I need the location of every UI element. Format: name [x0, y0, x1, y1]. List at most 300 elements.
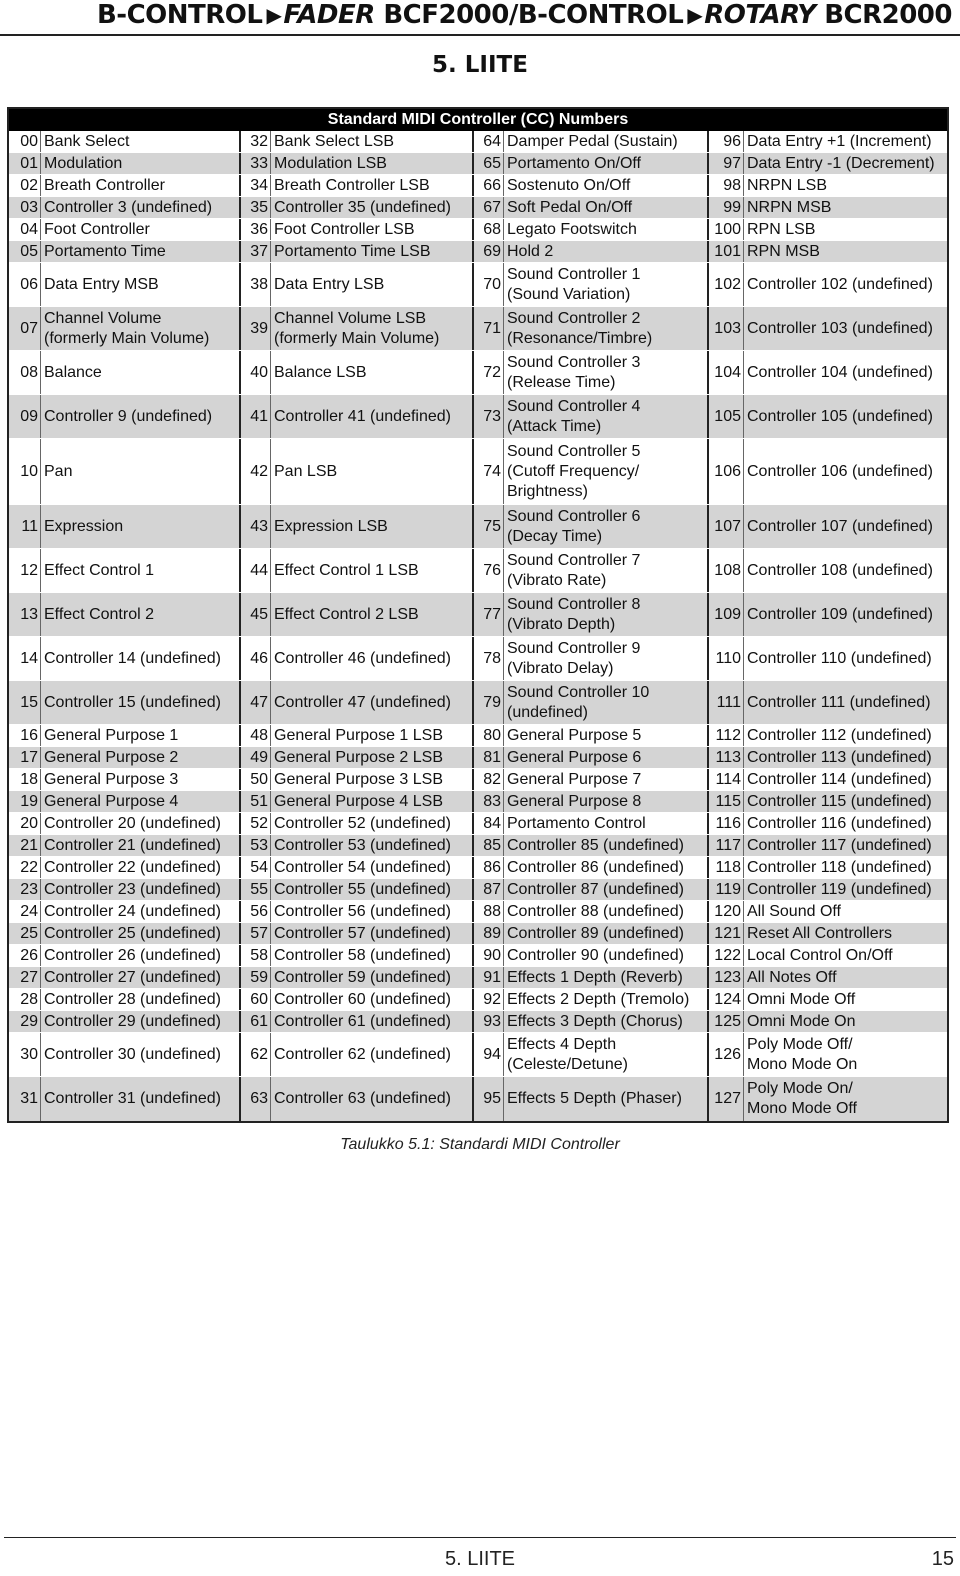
cc-name: Omni Mode Off — [747, 990, 856, 1008]
cc-number: 74 — [474, 439, 504, 504]
page-header — [0, 0, 960, 36]
cc-number: 52 — [241, 813, 271, 834]
cc-number: 72 — [474, 351, 504, 394]
table-row — [9, 967, 947, 989]
cc-number: 81 — [474, 747, 504, 768]
cc-name: Controller 15 (undefined) — [41, 681, 241, 724]
cc-number: 60 — [241, 989, 271, 1010]
cc-number: 101 — [709, 241, 744, 262]
table-row — [9, 439, 947, 505]
cc-name: Portamento Control — [504, 813, 709, 834]
cc-number: 114 — [709, 769, 744, 790]
cc-name: Legato Footswitch — [504, 219, 709, 240]
cc-number: 18 — [9, 769, 41, 790]
cc-number: 27 — [9, 967, 41, 988]
cc-name: Controller 112 (undefined) — [747, 726, 932, 744]
cc-name: Effect Control 2 — [41, 593, 241, 636]
cc-number: 70 — [474, 263, 504, 306]
cc-name: Effect Control 1 — [41, 549, 241, 592]
header-title — [97, 0, 952, 30]
cc-name: Controller 35 (undefined) — [271, 197, 474, 218]
cc-number: 95 — [474, 1077, 504, 1121]
cc-name: Controller 30 (undefined) — [41, 1033, 241, 1076]
cc-name: Soft Pedal On/Off — [504, 197, 709, 218]
cc-number: 99 — [709, 197, 744, 218]
cc-name: Controller 115 (undefined) — [747, 792, 932, 810]
cc-number: 71 — [474, 307, 504, 350]
cc-name: Controller 86 (undefined) — [504, 857, 709, 878]
table-row — [9, 989, 947, 1011]
cc-number: 56 — [241, 901, 271, 922]
cc-number: 62 — [241, 1033, 271, 1076]
cc-name: Sound Controller 6 (Decay Time) — [504, 505, 709, 548]
cc-name: Sound Controller 5 (Cutoff Frequency/ Brightness) — [504, 439, 709, 504]
cc-number: 80 — [474, 725, 504, 746]
cc-number: 83 — [474, 791, 504, 812]
cc-number: 07 — [9, 307, 41, 350]
cc-name: General Purpose 1 — [41, 725, 241, 746]
table-row — [9, 791, 947, 813]
cc-name: Balance LSB — [271, 351, 474, 394]
cc-number: 112 — [709, 725, 744, 746]
section-title: 5. LIITE — [432, 52, 528, 78]
cc-name: Controller 90 (undefined) — [504, 945, 709, 966]
cc-name: Controller 108 (undefined) — [747, 561, 933, 579]
table-row — [9, 1011, 947, 1033]
cc-name: General Purpose 3 LSB — [271, 769, 474, 790]
cc-number: 108 — [709, 549, 744, 592]
cc-name: Effects 2 Depth (Tremolo) — [504, 989, 709, 1010]
cc-number: 105 — [709, 395, 744, 438]
cc-name: Controller 89 (undefined) — [504, 923, 709, 944]
table-row — [9, 901, 947, 923]
cc-name: General Purpose 5 — [504, 725, 709, 746]
cc-name: Channel Volume (formerly Main Volume) — [41, 307, 241, 350]
cc-number: 68 — [474, 219, 504, 240]
cc-number: 41 — [241, 395, 271, 438]
table-row — [9, 813, 947, 835]
cc-number: 47 — [241, 681, 271, 724]
header-part4: ROTARY — [704, 0, 816, 30]
cc-name: Controller 3 (undefined) — [41, 197, 241, 218]
cc-number: 17 — [9, 747, 41, 768]
cc-number: 03 — [9, 197, 41, 218]
cc-name: Controller 26 (undefined) — [41, 945, 241, 966]
cc-number: 23 — [9, 879, 41, 900]
cc-name: Reset All Controllers — [747, 924, 892, 942]
cc-number: 117 — [709, 835, 744, 856]
cc-name: General Purpose 8 — [504, 791, 709, 812]
triangle-right-icon: ▶ — [687, 3, 703, 27]
cc-number: 39 — [241, 307, 271, 350]
cc-number: 109 — [709, 593, 744, 636]
header-part5: BCR2000 — [824, 0, 952, 30]
cc-number: 119 — [709, 879, 744, 900]
cc-name: Sound Controller 8 (Vibrato Depth) — [504, 593, 709, 636]
cc-number: 12 — [9, 549, 41, 592]
cc-name: Effect Control 2 LSB — [271, 593, 474, 636]
cc-number: 33 — [241, 153, 271, 174]
cc-number: 46 — [241, 637, 271, 680]
cc-number: 75 — [474, 505, 504, 548]
cc-name: Bank Select LSB — [271, 131, 474, 152]
cc-number: 59 — [241, 967, 271, 988]
table-row — [9, 879, 947, 901]
cc-name: Controller 22 (undefined) — [41, 857, 241, 878]
cc-name: Controller 31 (undefined) — [41, 1077, 241, 1121]
cc-number: 55 — [241, 879, 271, 900]
cc-number: 48 — [241, 725, 271, 746]
cc-number: 25 — [9, 923, 41, 944]
cc-number: 89 — [474, 923, 504, 944]
cc-number: 54 — [241, 857, 271, 878]
cc-number: 126 — [709, 1033, 744, 1076]
cc-number: 24 — [9, 901, 41, 922]
cc-number: 64 — [474, 131, 504, 152]
cc-name: Breath Controller — [41, 175, 241, 196]
cc-number: 34 — [241, 175, 271, 196]
cc-name: Controller 24 (undefined) — [41, 901, 241, 922]
table-row — [9, 351, 947, 395]
cc-name: RPN LSB — [747, 220, 816, 238]
cc-name: Controller 105 (undefined) — [747, 407, 933, 425]
cc-number: 26 — [9, 945, 41, 966]
cc-number: 88 — [474, 901, 504, 922]
cc-name: Controller 57 (undefined) — [271, 923, 474, 944]
cc-number: 51 — [241, 791, 271, 812]
cc-number: 118 — [709, 857, 744, 878]
cc-name: Hold 2 — [504, 241, 709, 262]
cc-number: 00 — [9, 131, 41, 152]
cc-name: Portamento Time — [41, 241, 241, 262]
cc-name: Data Entry MSB — [41, 263, 241, 306]
cc-name: Controller 9 (undefined) — [41, 395, 241, 438]
cc-number: 123 — [709, 967, 744, 988]
cc-name: RPN MSB — [747, 242, 820, 260]
cc-name: Controller 41 (undefined) — [271, 395, 474, 438]
table-row — [9, 395, 947, 439]
cc-name: Controller 63 (undefined) — [271, 1077, 474, 1121]
cc-number: 85 — [474, 835, 504, 856]
cc-name: Effects 5 Depth (Phaser) — [504, 1077, 709, 1121]
midi-cc-table — [7, 107, 949, 1123]
cc-number: 53 — [241, 835, 271, 856]
cc-number: 31 — [9, 1077, 41, 1121]
cc-number: 04 — [9, 219, 41, 240]
cc-number: 91 — [474, 967, 504, 988]
cc-number: 79 — [474, 681, 504, 724]
cc-number: 102 — [709, 263, 744, 306]
cc-number: 30 — [9, 1033, 41, 1076]
cc-name: Balance — [41, 351, 241, 394]
cc-name: Sound Controller 2 (Resonance/Timbre) — [504, 307, 709, 350]
cc-name: All Sound Off — [747, 902, 841, 920]
cc-name: Pan LSB — [271, 439, 474, 504]
cc-number: 40 — [241, 351, 271, 394]
cc-number: 124 — [709, 989, 744, 1010]
cc-number: 36 — [241, 219, 271, 240]
cc-name: Sound Controller 10 (undefined) — [504, 681, 709, 724]
cc-number: 22 — [9, 857, 41, 878]
cc-name: Controller 107 (undefined) — [747, 517, 933, 535]
cc-number: 32 — [241, 131, 271, 152]
cc-number: 127 — [709, 1077, 744, 1121]
table-row — [9, 307, 947, 351]
cc-name: Controller 14 (undefined) — [41, 637, 241, 680]
cc-number: 20 — [9, 813, 41, 834]
cc-number: 86 — [474, 857, 504, 878]
cc-name: Effects 3 Depth (Chorus) — [504, 1011, 709, 1032]
cc-name: Effects 4 Depth (Celeste/Detune) — [504, 1033, 709, 1076]
cc-name: Controller 28 (undefined) — [41, 989, 241, 1010]
cc-name: General Purpose 6 — [504, 747, 709, 768]
cc-number: 92 — [474, 989, 504, 1010]
cc-name: Controller 119 (undefined) — [747, 880, 932, 898]
cc-number: 15 — [9, 681, 41, 724]
cc-name: Effects 1 Depth (Reverb) — [504, 967, 709, 988]
table-row — [9, 857, 947, 879]
cc-name: Controller 23 (undefined) — [41, 879, 241, 900]
cc-name: Sound Controller 7 (Vibrato Rate) — [504, 549, 709, 592]
cc-name: Poly Mode On/ Mono Mode Off — [747, 1080, 857, 1117]
cc-name: Portamento On/Off — [504, 153, 709, 174]
cc-name: Controller 116 (undefined) — [747, 814, 932, 832]
cc-name: General Purpose 2 LSB — [271, 747, 474, 768]
table-row — [9, 725, 947, 747]
cc-name: Sound Controller 4 (Attack Time) — [504, 395, 709, 438]
cc-number: 14 — [9, 637, 41, 680]
cc-name: Damper Pedal (Sustain) — [504, 131, 709, 152]
cc-name: Channel Volume LSB (formerly Main Volume) — [271, 307, 474, 350]
cc-name: Data Entry -1 (Decrement) — [747, 154, 935, 172]
cc-name: General Purpose 7 — [504, 769, 709, 790]
cc-name: Foot Controller — [41, 219, 241, 240]
cc-name: Controller 59 (undefined) — [271, 967, 474, 988]
cc-number: 58 — [241, 945, 271, 966]
cc-number: 49 — [241, 747, 271, 768]
cc-number: 120 — [709, 901, 744, 922]
table-row — [9, 153, 947, 175]
cc-number: 106 — [709, 439, 744, 504]
cc-number: 116 — [709, 813, 744, 834]
cc-name: Controller 109 (undefined) — [747, 605, 933, 623]
cc-name: Sound Controller 9 (Vibrato Delay) — [504, 637, 709, 680]
header-part3: BCF2000/B-CONTROL — [383, 0, 684, 30]
cc-name: Pan — [41, 439, 241, 504]
cc-number: 82 — [474, 769, 504, 790]
cc-number: 57 — [241, 923, 271, 944]
cc-name: Controller 55 (undefined) — [271, 879, 474, 900]
cc-number: 73 — [474, 395, 504, 438]
table-row — [9, 1077, 947, 1121]
table-row — [9, 197, 947, 219]
cc-name: Controller 117 (undefined) — [747, 836, 932, 854]
table-row — [9, 131, 947, 153]
table-row — [9, 681, 947, 725]
cc-name: NRPN LSB — [747, 176, 828, 194]
table-row — [9, 923, 947, 945]
cc-name: Modulation LSB — [271, 153, 474, 174]
table-row — [9, 593, 947, 637]
cc-name: Controller 102 (undefined) — [747, 275, 933, 293]
footer-section: 5. LIITE — [444, 1548, 516, 1570]
cc-name: Controller 62 (undefined) — [271, 1033, 474, 1076]
cc-number: 21 — [9, 835, 41, 856]
cc-number: 13 — [9, 593, 41, 636]
cc-name: Controller 58 (undefined) — [271, 945, 474, 966]
table-body — [9, 131, 947, 1121]
cc-number: 05 — [9, 241, 41, 262]
cc-number: 100 — [709, 219, 744, 240]
cc-number: 103 — [709, 307, 744, 350]
table-row — [9, 263, 947, 307]
cc-name: Controller 103 (undefined) — [747, 319, 933, 337]
cc-number: 50 — [241, 769, 271, 790]
cc-name: Controller 61 (undefined) — [271, 1011, 474, 1032]
cc-number: 78 — [474, 637, 504, 680]
cc-name: Controller 113 (undefined) — [747, 748, 932, 766]
cc-name: Controller 47 (undefined) — [271, 681, 474, 724]
cc-number: 11 — [9, 505, 41, 548]
cc-number: 65 — [474, 153, 504, 174]
cc-name: Controller 106 (undefined) — [747, 462, 933, 480]
header-part2: FADER — [283, 0, 375, 30]
table-title: Standard MIDI Controller (CC) Numbers — [9, 109, 947, 131]
cc-number: 38 — [241, 263, 271, 306]
cc-name: Portamento Time LSB — [271, 241, 474, 262]
cc-number: 09 — [9, 395, 41, 438]
cc-number: 10 — [9, 439, 41, 504]
cc-number: 97 — [709, 153, 744, 174]
cc-number: 37 — [241, 241, 271, 262]
cc-name: Sound Controller 1 (Sound Variation) — [504, 263, 709, 306]
cc-name: Omni Mode On — [747, 1012, 856, 1030]
table-row — [9, 549, 947, 593]
cc-number: 104 — [709, 351, 744, 394]
cc-name: NRPN MSB — [747, 198, 832, 216]
cc-name: Controller 56 (undefined) — [271, 901, 474, 922]
table-row — [9, 747, 947, 769]
table-row — [9, 219, 947, 241]
cc-name: Breath Controller LSB — [271, 175, 474, 196]
cc-name: Controller 110 (undefined) — [747, 649, 932, 667]
table-row — [9, 769, 947, 791]
cc-name: Sostenuto On/Off — [504, 175, 709, 196]
cc-name: General Purpose 3 — [41, 769, 241, 790]
cc-number: 90 — [474, 945, 504, 966]
cc-number: 08 — [9, 351, 41, 394]
cc-number: 84 — [474, 813, 504, 834]
table-row — [9, 1033, 947, 1077]
footer-divider — [4, 1537, 956, 1538]
cc-number: 69 — [474, 241, 504, 262]
cc-name: Expression — [41, 505, 241, 548]
cc-number: 06 — [9, 263, 41, 306]
cc-name: Controller 88 (undefined) — [504, 901, 709, 922]
cc-number: 44 — [241, 549, 271, 592]
cc-number: 02 — [9, 175, 41, 196]
cc-name: Controller 27 (undefined) — [41, 967, 241, 988]
cc-name: Controller 21 (undefined) — [41, 835, 241, 856]
cc-number: 87 — [474, 879, 504, 900]
cc-number: 77 — [474, 593, 504, 636]
table-caption: Taulukko 5.1: Standardi MIDI Controller — [340, 1136, 620, 1153]
cc-number: 107 — [709, 505, 744, 548]
table-row — [9, 241, 947, 263]
table-row — [9, 505, 947, 549]
cc-name: Controller 87 (undefined) — [504, 879, 709, 900]
cc-number: 111 — [709, 681, 744, 724]
table-row — [9, 175, 947, 197]
cc-name: Controller 54 (undefined) — [271, 857, 474, 878]
cc-name: General Purpose 4 LSB — [271, 791, 474, 812]
cc-name: Poly Mode Off/ Mono Mode On — [747, 1035, 858, 1073]
cc-name: Sound Controller 3 (Release Time) — [504, 351, 709, 394]
cc-name: Controller 20 (undefined) — [41, 813, 241, 834]
cc-name: Controller 52 (undefined) — [271, 813, 474, 834]
cc-name: Controller 25 (undefined) — [41, 923, 241, 944]
cc-name: Foot Controller LSB — [271, 219, 474, 240]
cc-number: 43 — [241, 505, 271, 548]
cc-name: Controller 46 (undefined) — [271, 637, 474, 680]
cc-number: 96 — [709, 131, 744, 152]
cc-name: Controller 114 (undefined) — [747, 770, 932, 788]
page-number: 15 — [931, 1548, 954, 1570]
cc-name: Controller 104 (undefined) — [747, 363, 933, 381]
cc-number: 42 — [241, 439, 271, 504]
cc-number: 93 — [474, 1011, 504, 1032]
cc-number: 35 — [241, 197, 271, 218]
table-row — [9, 637, 947, 681]
cc-name: Controller 111 (undefined) — [747, 693, 931, 711]
cc-name: Effect Control 1 LSB — [271, 549, 474, 592]
cc-name: Controller 29 (undefined) — [41, 1011, 241, 1032]
triangle-right-icon: ▶ — [266, 3, 282, 27]
cc-number: 16 — [9, 725, 41, 746]
cc-number: 19 — [9, 791, 41, 812]
cc-number: 98 — [709, 175, 744, 196]
cc-number: 76 — [474, 549, 504, 592]
cc-name: Controller 53 (undefined) — [271, 835, 474, 856]
cc-name: Controller 85 (undefined) — [504, 835, 709, 856]
cc-name: Data Entry LSB — [271, 263, 474, 306]
cc-number: 01 — [9, 153, 41, 174]
cc-number: 122 — [709, 945, 744, 966]
cc-name: Expression LSB — [271, 505, 474, 548]
cc-number: 110 — [709, 637, 744, 680]
cc-name: Data Entry +1 (Increment) — [747, 132, 932, 150]
cc-number: 29 — [9, 1011, 41, 1032]
cc-number: 63 — [241, 1077, 271, 1121]
cc-number: 61 — [241, 1011, 271, 1032]
cc-number: 125 — [709, 1011, 744, 1032]
cc-number: 66 — [474, 175, 504, 196]
cc-number: 45 — [241, 593, 271, 636]
cc-number: 67 — [474, 197, 504, 218]
cc-name: General Purpose 2 — [41, 747, 241, 768]
cc-number: 121 — [709, 923, 744, 944]
cc-name: All Notes Off — [747, 968, 837, 986]
cc-number: 115 — [709, 791, 744, 812]
cc-name: Modulation — [41, 153, 241, 174]
cc-name: Bank Select — [41, 131, 241, 152]
header-part1: B-CONTROL — [96, 0, 263, 30]
cc-name: Local Control On/Off — [747, 946, 893, 964]
cc-number: 28 — [9, 989, 41, 1010]
table-row — [9, 945, 947, 967]
cc-name: General Purpose 1 LSB — [271, 725, 474, 746]
table-row — [9, 835, 947, 857]
